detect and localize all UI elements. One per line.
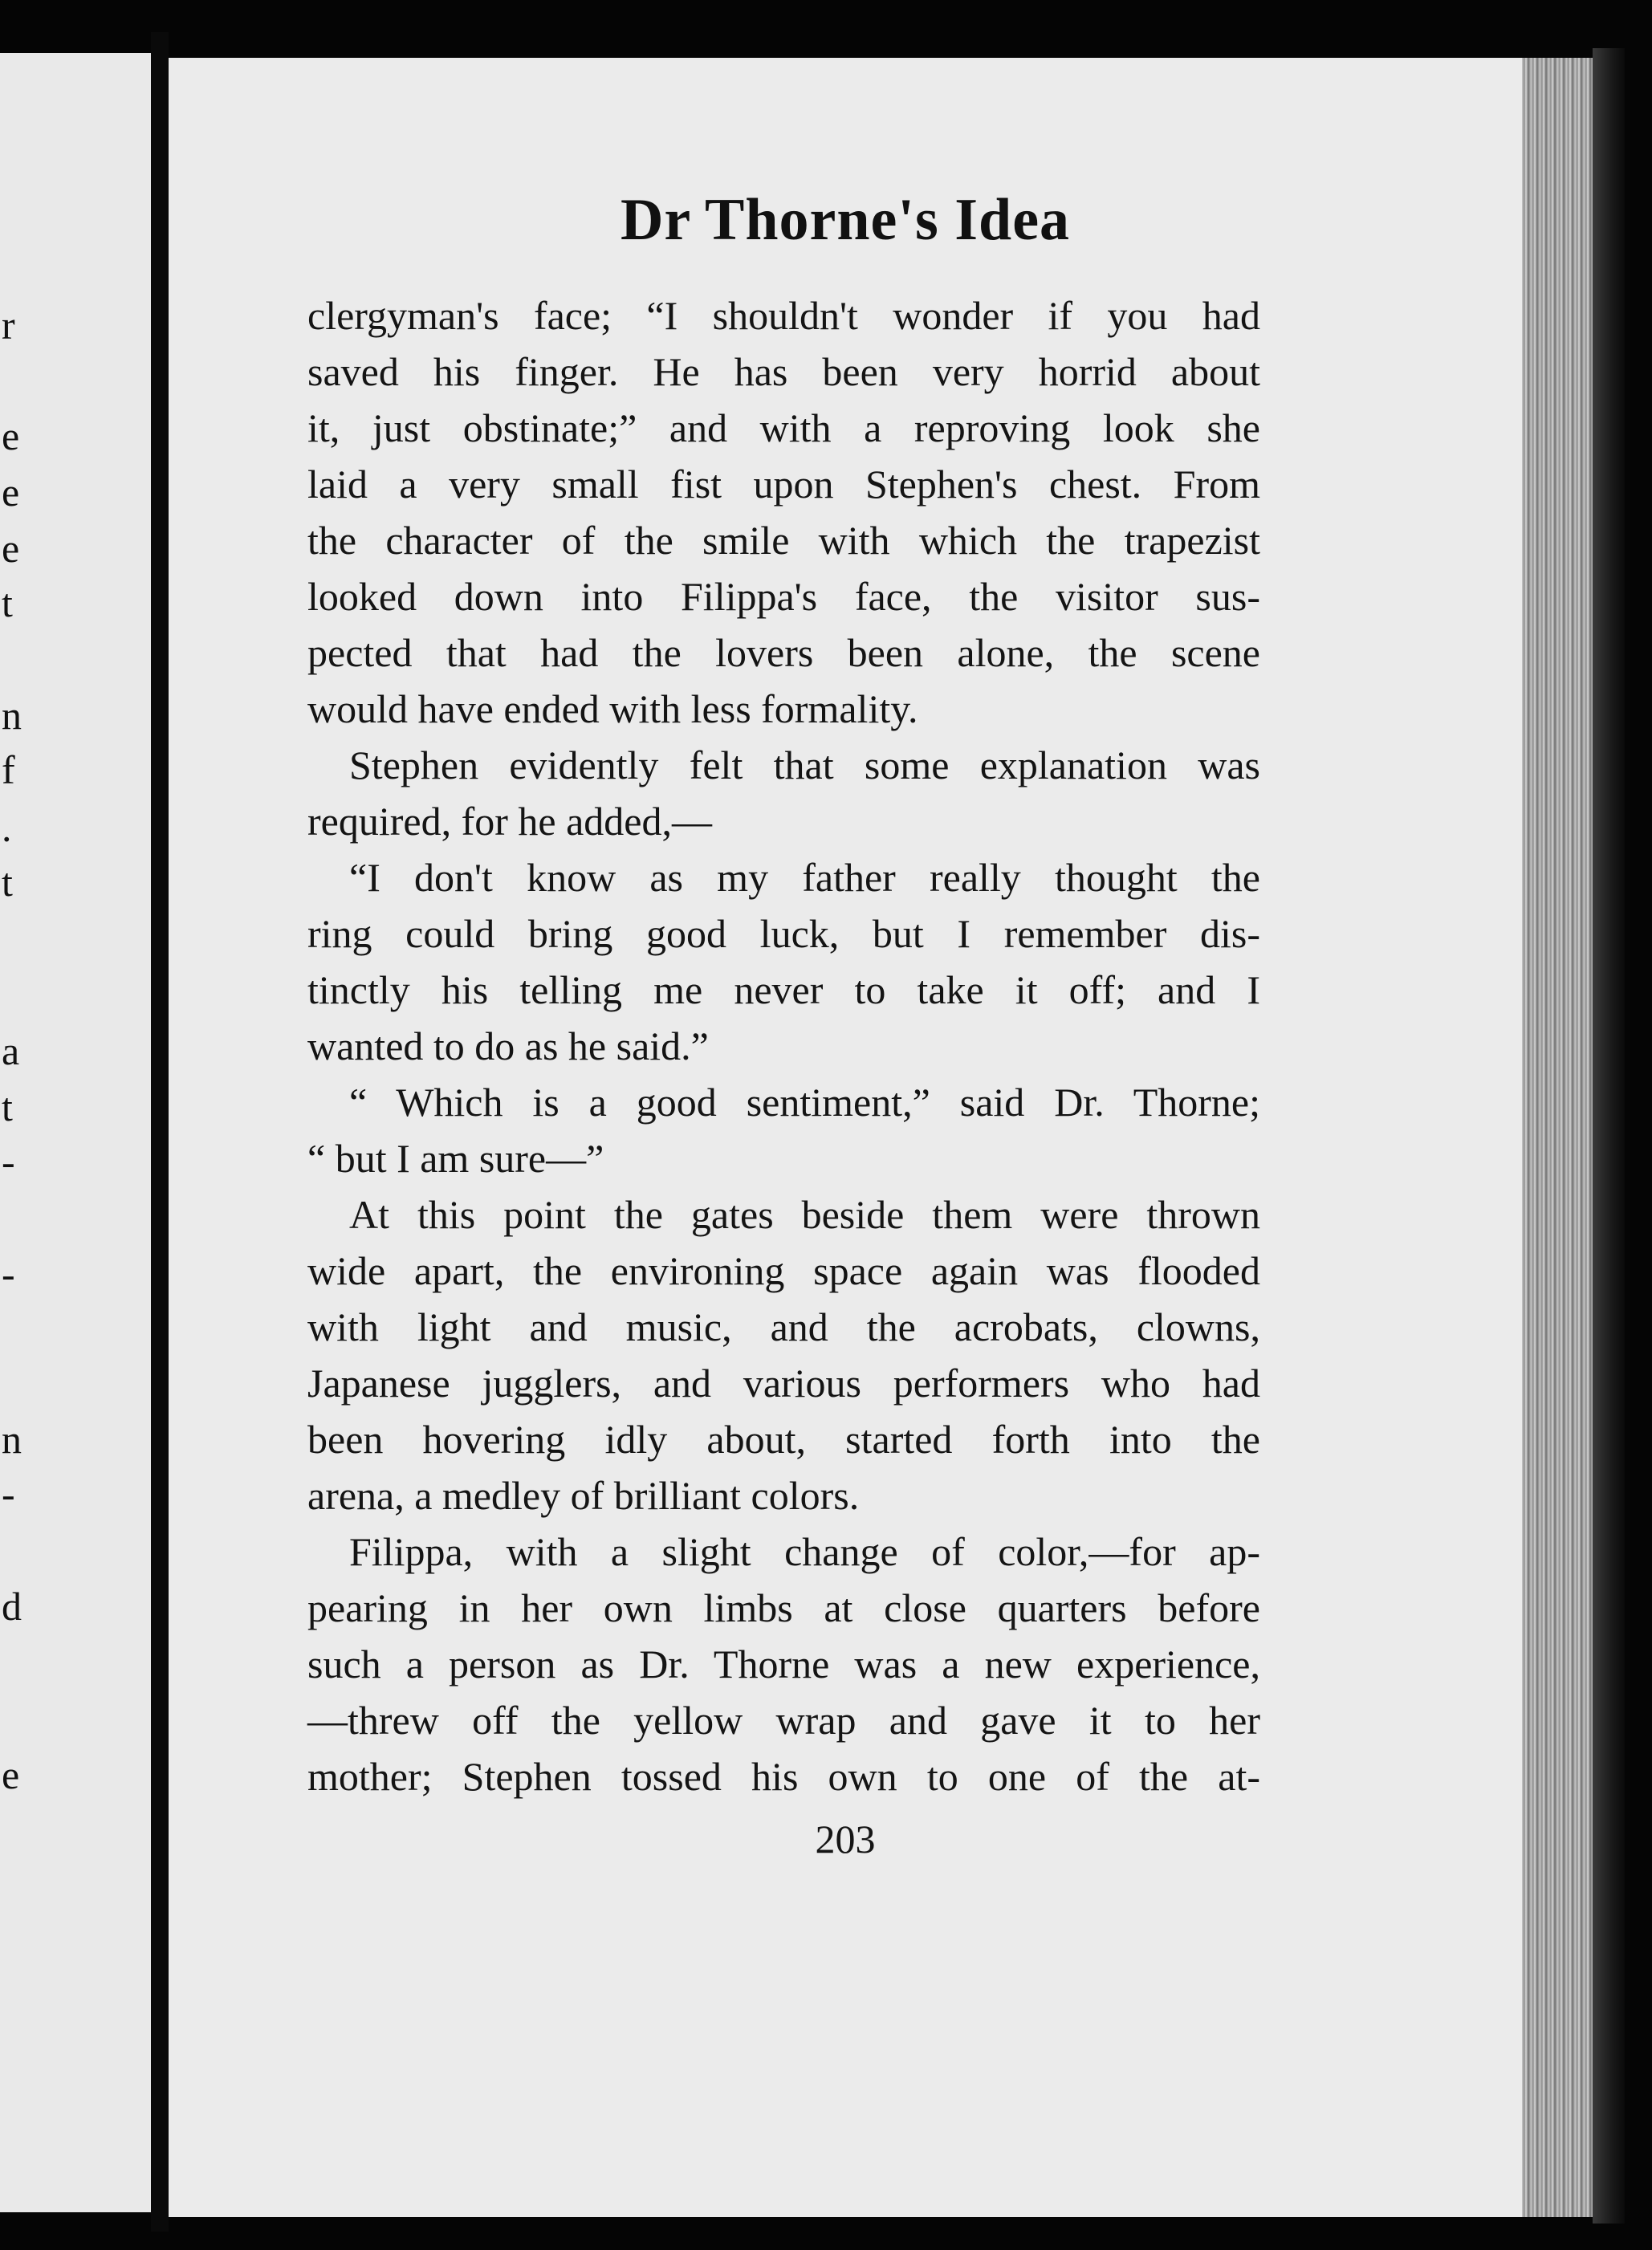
body-text xyxy=(307,287,1260,1804)
text-line: with light and music, and the acrobats, clowns, xyxy=(307,1304,1260,1349)
facing-page-letter: - xyxy=(2,1251,15,1296)
paragraph-first-line: “ Which is a good sentiment,” said Dr. Thorne; xyxy=(349,1080,1260,1125)
text-line: —threw off the yellow wrap and gave it to her xyxy=(307,1698,1260,1743)
text-line: pearing in her own limbs at close quarters before xyxy=(307,1585,1260,1630)
text-line: such a person as Dr. Thorne was a new experience, xyxy=(307,1642,1260,1686)
facing-page-letter: e xyxy=(2,413,20,458)
text-line: the character of the smile with which the trapezist xyxy=(307,518,1260,563)
paragraph-first-line: Filippa, with a slight change of color,—for ap- xyxy=(349,1529,1260,1574)
text-line: ring could bring good luck, but I remember dis- xyxy=(307,911,1260,956)
paragraph-first-line: At this point the gates beside them were thrown xyxy=(349,1192,1260,1237)
text-line: clergyman's face; “I shouldn't wonder if you had xyxy=(307,293,1260,338)
facing-page-letter: f xyxy=(2,747,15,792)
facing-page-letter: e xyxy=(2,470,20,515)
facing-page-letter: e xyxy=(2,526,20,571)
facing-page-letter: r xyxy=(2,303,15,348)
text-line: required, for he added,— xyxy=(307,799,712,844)
text-line: it, just obstinate;” and with a reproving look she xyxy=(307,405,1260,450)
text-line: wanted to do as he said.” xyxy=(307,1023,709,1068)
text-line: would have ended with less formality. xyxy=(307,686,918,731)
page-number: 203 xyxy=(815,1817,876,1861)
text-line: “ but I am sure—” xyxy=(307,1136,604,1181)
page-stack-edge xyxy=(1522,58,1593,2217)
paragraph-first-line: Stephen evidently felt that some explanation was xyxy=(349,743,1260,787)
facing-page-letter: e xyxy=(2,1752,20,1797)
facing-page-letter: - xyxy=(2,1471,15,1516)
facing-page-letter: t xyxy=(2,1084,13,1129)
text-line: been hovering idly about, started forth into the xyxy=(307,1417,1260,1462)
book-gutter xyxy=(151,32,169,2232)
facing-page-edge xyxy=(0,53,151,2212)
text-line: mother; Stephen tossed his own to one of the at- xyxy=(307,1754,1260,1799)
paragraph-first-line: “I don't know as my father really thought the xyxy=(349,855,1260,900)
facing-page-letter: n xyxy=(2,693,22,738)
facing-page-letter: t xyxy=(2,580,13,625)
facing-page-letter: . xyxy=(2,805,12,850)
text-line: saved his finger. He has been very horrid about xyxy=(307,349,1260,394)
text-line: looked down into Filippa's face, the visitor sus- xyxy=(307,574,1260,619)
running-head: Dr Thorne's Idea xyxy=(620,187,1071,253)
facing-page-letter: a xyxy=(2,1028,20,1073)
facing-page-letter: n xyxy=(2,1417,22,1462)
text-line: pected that had the lovers been alone, the scene xyxy=(307,630,1260,675)
facing-page-letter: t xyxy=(2,860,13,905)
text-line: Japanese jugglers, and various performers who had xyxy=(307,1361,1260,1406)
text-line: tinctly his telling me never to take it off; and I xyxy=(307,967,1260,1012)
text-line: laid a very small fist upon Stephen's chest. From xyxy=(307,462,1260,507)
book-cover-edge xyxy=(1593,48,1625,2224)
text-line: arena, a medley of brilliant colors. xyxy=(307,1473,860,1518)
facing-page-letter: d xyxy=(2,1584,22,1629)
facing-page-letter: - xyxy=(2,1139,15,1184)
text-line: wide apart, the environing space again was flooded xyxy=(307,1248,1260,1293)
